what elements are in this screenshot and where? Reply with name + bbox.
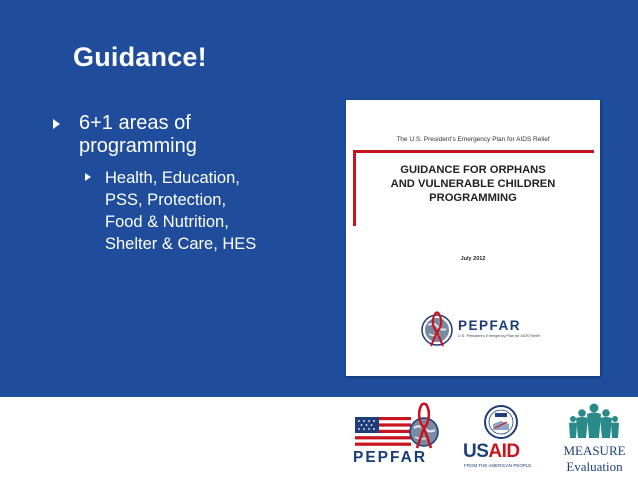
sub-bullet-marker-icon	[85, 173, 91, 181]
measure-people-icon	[569, 402, 619, 440]
usaid-seal-icon	[481, 404, 521, 440]
usaid-wordmark	[463, 441, 520, 463]
pepfar-wordmark: PEPFAR	[353, 449, 428, 466]
cover-pepfar-tagline: U.S. President's Emergency Plan for AIDS Relief	[458, 334, 540, 338]
pepfar-globe-icon	[418, 310, 456, 350]
cover-title-line: PROGRAMMING	[429, 192, 517, 204]
sub-bullet-text-line: PSS, Protection,	[105, 191, 227, 209]
usaid-logo	[463, 404, 543, 474]
cover-title	[354, 163, 592, 205]
usaid-tagline: FROM THE AMERICAN PEOPLE	[464, 463, 532, 468]
cover-pepfar-wordmark: PEPFAR	[458, 318, 522, 333]
bullet-list	[52, 112, 332, 255]
measure-wordmark: MEASURE	[563, 443, 626, 458]
pepfar-flag-globe-icon	[350, 402, 460, 450]
guidance-document-cover	[346, 100, 600, 376]
bullet-text-line: programming	[79, 135, 197, 157]
sub-bullet-list	[85, 167, 332, 255]
usaid-aid: AID	[488, 441, 520, 462]
measure-evaluation-logo	[557, 402, 635, 476]
sub-bullet-text-line: Food & Nutrition,	[105, 213, 229, 231]
cover-title-line: AND VULNERABLE CHILDREN	[390, 178, 556, 190]
bullet-item	[52, 112, 332, 158]
sub-bullet-text-line: Shelter & Care, HES	[105, 235, 257, 253]
evaluation-wordmark: Evaluation	[566, 459, 623, 474]
cover-header-text: The U.S. President's Emergency Plan for AIDS Relief	[396, 136, 550, 143]
usaid-us: US	[463, 441, 489, 462]
sub-bullet-item	[85, 167, 325, 255]
slide-title: Guidance!	[73, 42, 207, 72]
cover-pepfar-logo	[418, 308, 568, 352]
bullet-text-line: 6+1 areas of	[79, 112, 191, 134]
bullet-marker-icon	[53, 119, 60, 129]
cover-date: July 2012	[460, 256, 486, 262]
sub-bullet-text-line: Health, Education,	[105, 169, 240, 187]
cover-title-line: GUIDANCE FOR ORPHANS	[400, 164, 546, 176]
pepfar-logo	[350, 402, 460, 474]
logo-footer	[0, 397, 638, 479]
